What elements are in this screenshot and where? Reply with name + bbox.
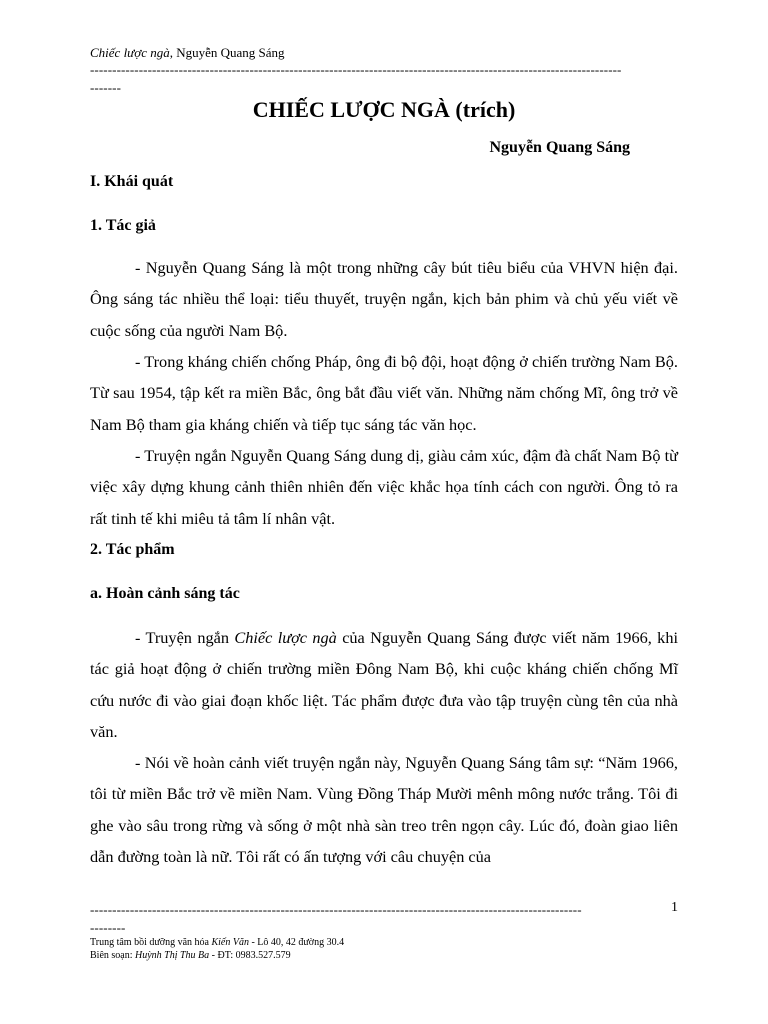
paragraph-context-1-rest: của Nguyễn Quang Sáng được viết năm 1966, khi tác giả hoạt động ở chiến trường miền Đông Nam Bộ, khi cuộc kháng chiến chống Mĩ cứu nước đi vào giai đoạn khốc liệt. Tác phẩm được đưa vào tập truyện cùng tên của nhà văn.	[90, 628, 678, 742]
footer-editor-label: Biên soạn:	[90, 950, 135, 961]
footer-center-info	[90, 936, 344, 949]
footer-editor-info	[90, 949, 291, 962]
header-work-title: Chiếc lược ngà	[90, 45, 170, 60]
section-heading-overview: I. Khái quát	[90, 173, 174, 190]
author-name: Nguyễn Quang Sáng	[489, 139, 630, 156]
footer-rule: ---------------------------------------------------------------------------------------------------------------	[90, 902, 582, 917]
document-page	[90, 0, 678, 1024]
subheading-work: 2. Tác phẩm	[90, 541, 175, 558]
footer-phone: - ĐT: 0983.527.579	[209, 950, 291, 961]
work-title-italic: Chiếc lược ngà	[234, 628, 337, 647]
subheading-author: 1. Tác giả	[90, 217, 156, 234]
paragraph-context-2: - Nói về hoàn cảnh viết truyện ngắn này, Nguyễn Quang Sáng tâm sự: “Năm 1966, tôi từ miền Bắc trở về miền Nam. Vùng Đồng Tháp Mười mênh mông nước trắng. Tôi đi ghe vào sâu trong rừng và sống ở một nhà sàn treo trên ngọn cây. Lúc đó, đoàn giao liên dẫn đường toàn là nữ. Tôi rất có ấn tượng với câu chuyện của	[90, 753, 678, 867]
paragraph-author-style: - Truyện ngắn Nguyễn Quang Sáng dung dị, giàu cảm xúc, đậm đà chất Nam Bộ từ việc xây dựng khung cảnh thiên nhiên đến việc khắc họa tính cách con người. Ông tỏ ra rất tinh tế khi miêu tả tâm lí nhân vật.	[90, 446, 678, 528]
footer-center-brand: Kiến Văn	[211, 937, 249, 948]
header-author: , Nguyễn Quang Sáng	[169, 45, 285, 60]
subheading-context: a. Hoàn cảnh sáng tác	[90, 585, 240, 602]
footer-center-name: Trung tâm bồi dưỡng văn hóa	[90, 937, 212, 948]
page-number: 1	[671, 900, 678, 915]
paragraph-author-intro: - Nguyễn Quang Sáng là một trong những cây bút tiêu biểu của VHVN hiện đại. Ông sáng tác nhiều thể loại: tiểu thuyết, truyện ngắn, kịch bản phim và chủ yếu viết về cuộc sống của người Nam Bộ.	[90, 258, 678, 340]
paragraph-author-career: - Trong kháng chiến chống Pháp, ông đi bộ đội, hoạt động ở chiến trường Nam Bộ. Từ sau 1954, tập kết ra miền Bắc, ông bắt đầu viết văn. Những năm chống Mĩ, ông trở về Nam Bộ tham gia kháng chiến và tiếp tục sáng tác văn học.	[90, 352, 678, 434]
footer-rule-continued: --------	[90, 920, 126, 935]
header-rule-continued: -------	[90, 80, 122, 95]
footer-editor-name: Huỳnh Thị Thu Ba	[135, 950, 210, 961]
header-rule: ------------------------------------------------------------------------------------------------------------------------	[90, 62, 622, 77]
paragraph-context-1	[90, 622, 678, 748]
paragraph-context-1-start: - Truyện ngắn	[135, 628, 235, 647]
page-title: CHIẾC LƯỢC NGÀ (trích)	[252, 97, 516, 122]
running-header	[90, 45, 285, 61]
footer-address: - Lô 40, 42 đường 30.4	[248, 937, 345, 948]
